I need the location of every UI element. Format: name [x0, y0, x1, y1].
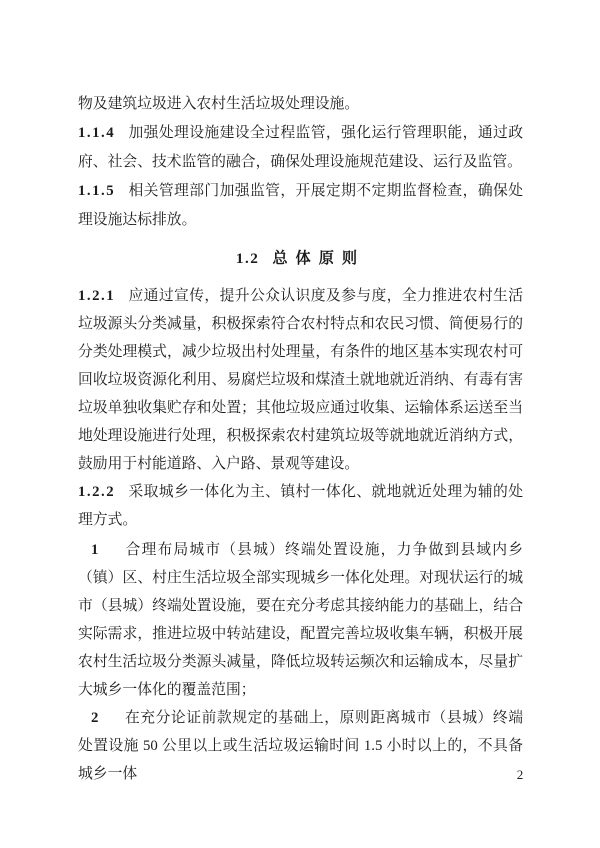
paragraph-text: 物及建筑垃圾进入农村生活垃圾处理设施。: [78, 96, 360, 112]
page-content: [78, 90, 523, 788]
clause-number: 1.2.1: [78, 288, 116, 304]
list-item-2: [78, 704, 523, 788]
paragraph-continuation: [78, 90, 523, 119]
clause-1-1-4: [78, 119, 523, 177]
item-number: 1: [91, 542, 99, 558]
clause-text: 加强处理设施建设全过程监管，强化运行管理职能，通过政府、社会、技术监管的融合，确保处理设施规范建设、运行及监管。: [78, 125, 523, 170]
clause-text: 应通过宣传，提升公众认识度及参与度，全力推进农村生活垃圾源头分类减量，积极探索符合农村特点和农民习惯、简便易行的分类处理模式，减少垃圾出村处理量，有条件的地区基本实现农村可回收垃圾资源化利用、易腐烂垃圾和煤渣土就地就近消纳、有毒有害垃圾单独收集贮存和处置；其他垃圾应通过收集、运输体系运送至当地处理设施进行处理，积极探索农村建筑垃圾等就地就近消纳方式，鼓励用于村能道路、入户路、景观等建设。: [78, 288, 523, 472]
clause-1-2-2: [78, 478, 523, 534]
item-number: 2: [91, 710, 99, 726]
clause-1-2-1: [78, 282, 523, 478]
page-number: 2: [516, 767, 524, 782]
item-text: 合理布局城市（县城）终端处置设施，力争做到县域内乡（镇）区、村庄生活垃圾全部实现城乡一体化处理。对现状运行的城市（县城）终端处置设施，要在充分考虑其接纳能力的基础上，结合实际需求，推进垃圾中转站建设，配置完善垃圾收集车辆，积极开展农村生活垃圾分类源头减量，降低垃圾转运频次和运输成本，尽量扩大城乡一体化的覆盖范围；: [78, 542, 523, 698]
clause-number: 1.1.4: [78, 125, 116, 141]
clause-text: 相关管理部门加强监管，开展定期不定期监督检查，确保处理设施达标排放。: [78, 183, 523, 228]
clause-number: 1.1.5: [78, 183, 116, 199]
heading-number: 1.2: [235, 250, 260, 267]
clause-1-1-5: [78, 177, 523, 235]
section-heading: [78, 244, 523, 273]
clause-number: 1.2.2: [78, 484, 116, 500]
item-text: 在充分论证前款规定的基础上，原则距离城市（县城）终端处置设施 50 公里以上或生活垃圾运输时间 1.5 小时以上的，不具备城乡一体: [78, 710, 523, 782]
list-item-1: [78, 536, 523, 704]
clause-text: 采取城乡一体化为主、镇村一体化、就地就近处理为辅的处理方式。: [78, 484, 523, 528]
heading-title: 总体原则: [272, 250, 366, 267]
